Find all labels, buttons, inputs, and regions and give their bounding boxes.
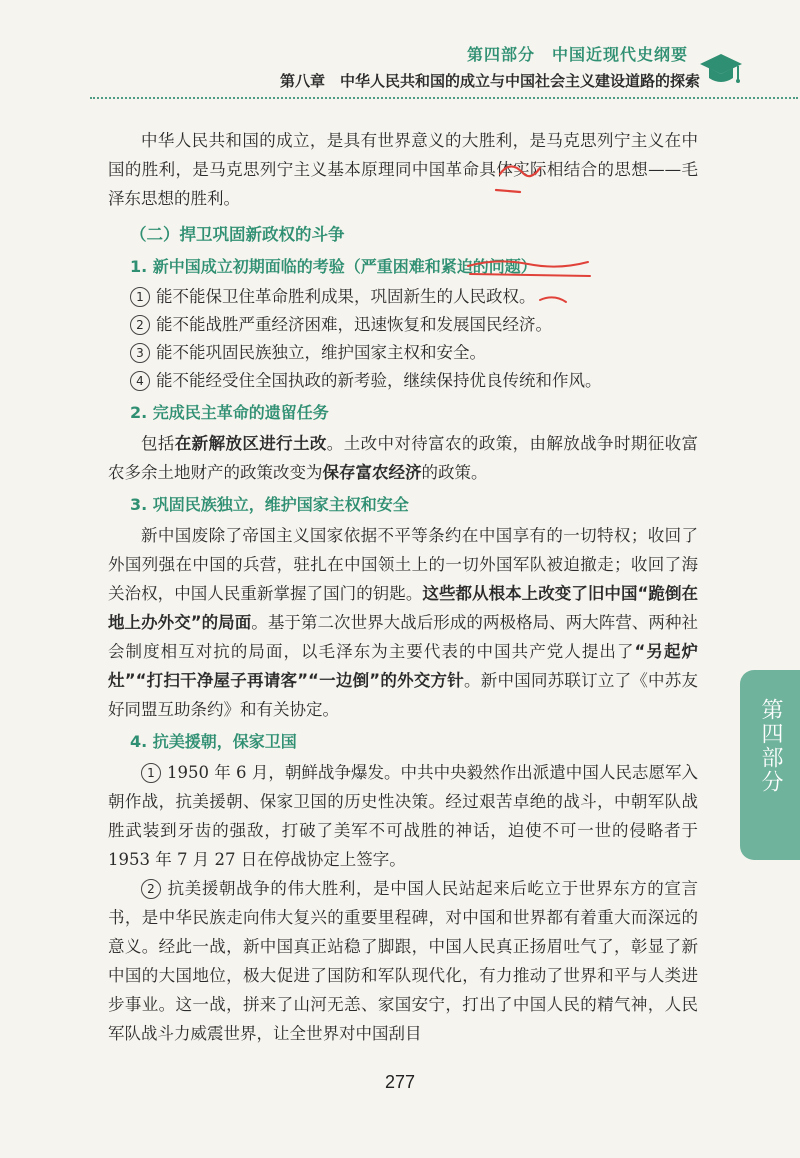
circled-number: 2: [141, 879, 161, 899]
circled-number: 1: [141, 763, 161, 783]
list-item: [130, 367, 698, 395]
intro-paragraph: 中华人民共和国的成立，是具有世界意义的大胜利，是马克思列宁主义在中国的胜利，是马克思列宁主义基本原理同中国革命具体实际相结合的思想——毛泽东思想的胜利。: [108, 131, 698, 208]
bold-text: 这些都从根本上改变了旧中国“跪倒在地上办外交”的局面: [108, 584, 698, 632]
korean-war-paragraph-1: [108, 758, 698, 874]
circled-number: 3: [130, 343, 150, 363]
sovereignty-paragraph: [108, 521, 698, 724]
text-run: 包括: [141, 434, 175, 453]
list-item: [130, 283, 698, 311]
land-reform-paragraph: [108, 429, 698, 487]
circled-number: 2: [130, 315, 150, 335]
text-run: 的政策。: [421, 463, 488, 482]
subsection-heading-4: 4. 抗美援朝，保家卫国: [130, 732, 297, 751]
bold-text: 保存富农经济: [322, 463, 422, 482]
section-heading: （二）捍卫巩固新政权的斗争: [130, 225, 345, 244]
header-divider: [90, 97, 798, 99]
text-run: 抗美援朝战争的伟大胜利，是中国人民站起来后屹立于世界东方的宣言书，是中华民族走向伟大复兴的重要里程碑，对中国和世界都有着重大而深远的意义。经此一战，新中国真正站稳了脚跟，中国人民真正扬眉吐气了，彰显了新中国的大国地位，极大促进了国防和军队现代化，有力推动了世界和平与人类进步事业。这一战，拼来了山河无恙、家国安宁，打出了中国人民的精气神，人民军队战斗力威震世界，让全世界对中国刮目: [108, 879, 698, 1043]
subsection-heading-3: 3. 巩固民族独立，维护国家主权和安全: [130, 495, 409, 514]
text-run: 。基于第二次世界大战后形成的两极格局、两大阵营、两种社会制度相互对抗的局面，以毛泽东为主要代表的中国共产党人提出了: [108, 613, 698, 661]
list-item: [130, 311, 698, 339]
graduation-cap-icon: [698, 50, 744, 90]
list-item-text: 能不能巩固民族独立，维护国家主权和安全。: [156, 343, 486, 362]
list-item-text: 能不能保卫住革命胜利成果，巩固新生的人民政权。: [156, 287, 536, 306]
bold-text: 在新解放区进行土改: [174, 434, 327, 453]
text-run: 。土改中对待富农的政策，由解放战争时期征收富农多余土地财产的政策改变为: [108, 434, 698, 482]
list-item: [130, 339, 698, 367]
bold-text: “另起炉灶”“打扫干净屋子再请客”“一边倒”的外交方针: [108, 642, 698, 690]
main-content: [108, 126, 698, 1048]
list-item-text: 能不能经受住全国执政的新考验，继续保持优良传统和作风。: [156, 371, 602, 390]
section-side-tab[interactable]: [740, 670, 800, 860]
text-run: 。新中国同苏联订立了《中苏友好同盟互助条约》和有关协定。: [108, 671, 699, 719]
circled-number: 1: [130, 287, 150, 307]
text-run: 新中国废除了帝国主义国家依据不平等条约在中国享有的一切特权；收回了外国列强在中国的兵营，驻扎在中国领土上的一切外国军队被迫撤走；收回了海关治权，中国人民重新掌握了国门的钥匙。: [108, 526, 698, 603]
list-item-text: 能不能战胜严重经济困难，迅速恢复和发展国民经济。: [156, 315, 552, 334]
subsection-heading-2: 2. 完成民主革命的遗留任务: [130, 403, 329, 422]
korean-war-paragraph-2: [108, 874, 698, 1048]
chapter-title: 第八章 中华人民共和国的成立与中国社会主义建设道路的探索: [279, 72, 700, 90]
subsection-heading-1: 1. 新中国成立初期面临的考验（严重困难和紧迫的问题）: [130, 257, 537, 276]
side-tab-label: 第四部分: [758, 698, 783, 794]
page-header: [0, 0, 800, 100]
part-title: 第四部分 中国近现代史纲要: [466, 45, 688, 64]
circled-number: 4: [130, 371, 150, 391]
text-run: 1950 年 6 月，朝鲜战争爆发。中共中央毅然作出派遣中国人民志愿军入朝作战，抗美援朝、保家卫国的历史性决策。经过艰苦卓绝的战斗，中朝军队战胜武装到牙齿的强敌，打破了美军不可战胜的神话，迫使不可一世的侵略者于 1953 年 7 月 27 日在停战协定上签字。: [108, 763, 698, 869]
page-number: 277: [384, 1072, 416, 1092]
